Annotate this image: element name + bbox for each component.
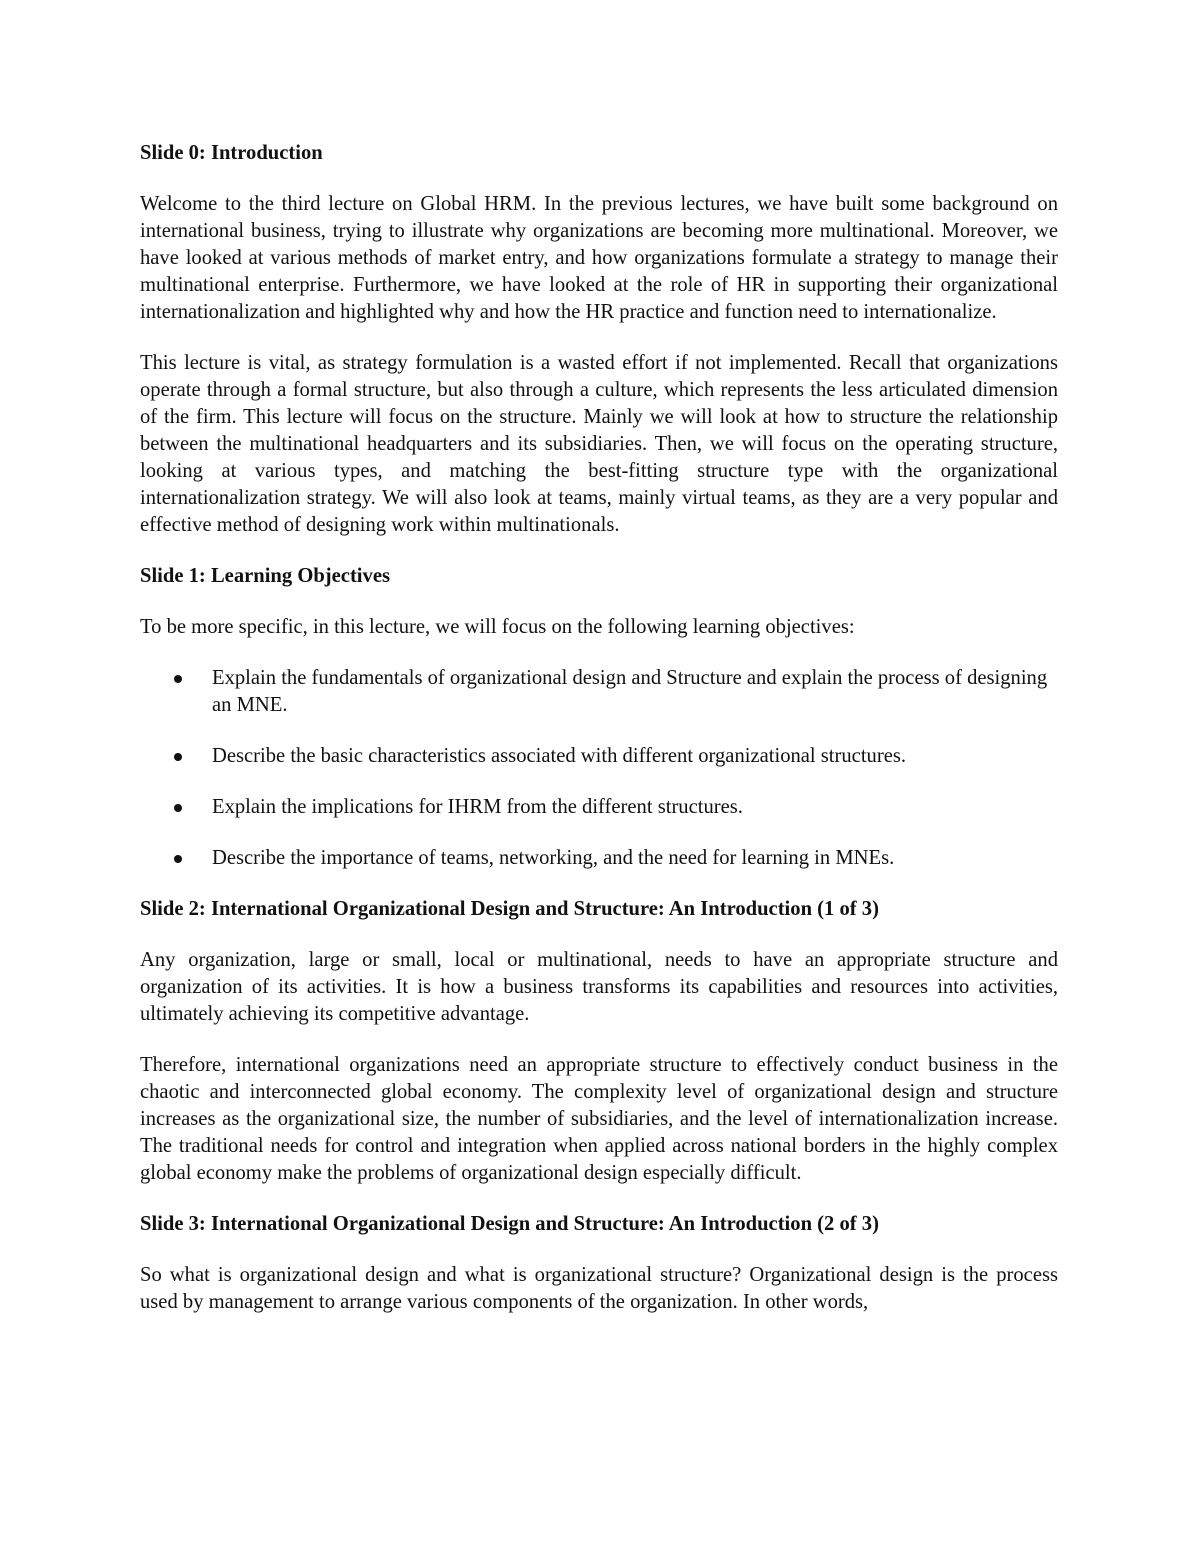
slide-2-paragraph-2: Therefore, international organizations need an appropriate structure to effectively conduct business in the chaotic and interconnected global economy. The complexity level of organizational design and structure increases as the organizational size, the number of subsidiaries, and the level of internationalization increase. The traditional needs for control and integration when applied across national borders in the highly complex global economy make the problems of organizational design especially difficult. [140,1054,1058,1184]
slide-1-intro: To be more specific, in this lecture, we will focus on the following learning objectives: [140,616,855,638]
bullet-icon [174,855,182,863]
list-item [140,665,1058,719]
list-item [140,845,1058,872]
list-item [140,794,1058,821]
learning-objectives-list [140,665,1058,872]
objective-text: Explain the implications for IHRM from the different structures. [212,796,743,818]
bullet-icon [174,753,182,761]
list-item [140,743,1058,770]
bullet-icon [174,675,182,683]
slide-2-heading: Slide 2: International Organizational Design and Structure: An Introduction (1 of 3) [140,898,879,920]
objective-text: Describe the basic characteristics associated with different organizational structures. [212,745,907,767]
slide-0-heading: Slide 0: Introduction [140,142,323,164]
bullet-icon [174,804,182,812]
objective-text: Describe the importance of teams, networking, and the need for learning in MNEs. [212,847,895,869]
slide-1-heading: Slide 1: Learning Objectives [140,565,390,587]
slide-0-paragraph-1: Welcome to the third lecture on Global HRM. In the previous lectures, we have built some background on international business, trying to illustrate why organizations are becoming more multinational. Moreover, we have looked at various methods of market entry, and how organizations formulate a strategy to manage their multinational enterprise. Furthermore, we have looked at the role of HR in supporting their organizational internationalization and highlighted why and how the HR practice and function need to internationalize. [140,193,1058,323]
slide-3-heading: Slide 3: International Organizational Design and Structure: An Introduction (2 of 3) [140,1213,879,1235]
objective-text: Explain the fundamentals of organizational design and Structure and explain the process of designing an MNE. [212,667,1048,716]
document-page [140,140,1058,1340]
slide-3-paragraph-1: So what is organizational design and what is organizational structure? Organizational design is the process used by management to arrange various components of the organization. In other words, [140,1264,1058,1313]
slide-0-paragraph-2: This lecture is vital, as strategy formulation is a wasted effort if not implemented. Recall that organizations operate through a formal structure, but also through a culture, which represents the less articulated dimension of the firm. This lecture will focus on the structure. Mainly we will look at how to structure the relationship between the multinational headquarters and its subsidiaries. Then, we will focus on the operating structure, looking at various types, and matching the best-fitting structure type with the organizational internationalization strategy. We will also look at teams, mainly virtual teams, as they are a very popular and effective method of designing work within multinationals. [140,352,1058,536]
slide-2-paragraph-1: Any organization, large or small, local or multinational, needs to have an appropriate structure and organization of its activities. It is how a business transforms its capabilities and resources into activities, ultimately achieving its competitive advantage. [140,949,1058,1025]
